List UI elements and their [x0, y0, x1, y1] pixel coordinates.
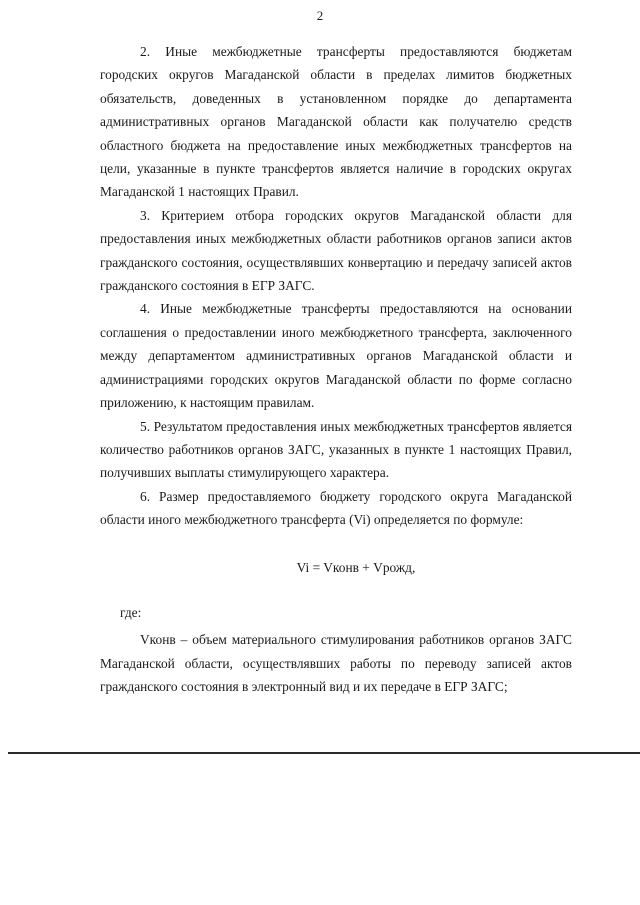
definition-vkonv: Vконв – объем материального стимулирования работников органов ЗАГС Магаданской области, осуществлявших работы по переводу записей актов гражданского состояния в электронный вид и их передаче в ЕГР ЗАГС;	[100, 632, 572, 695]
paragraph-4: 4. Иные межбюджетные трансферты предоставляются на основании соглашения о предоставлении иного межбюджетного трансферта, заключенного между департаментом административных органов Магаданской области и администрациями городских округов Магаданской области по форме согласно приложению, к настоящим правилам.	[100, 301, 572, 411]
formula: Vi = Vконв + Vрожд,	[296, 559, 416, 575]
where-label: где:	[120, 604, 142, 620]
document-body	[100, 40, 572, 699]
paragraph-6: 6. Размер предоставляемого бюджету городского округа Магаданской области иного межбюджетного трансферта (Vi) определяется по формуле:	[100, 488, 572, 528]
page-number: 2	[316, 8, 324, 23]
paragraph-2: 2. Иные межбюджетные трансферты предоставляются бюджетам городских округов Магаданской области в пределах лимитов бюджетных обязательств, доведенных в установленном порядке до департамента административных органов Магаданской области как получателю средств областного бюджета на предоставление иных межбюджетных трансфертов на цели, указанные в пункте трансфертов является наличие в городских округах Магаданской 1 настоящих Правил.	[100, 44, 572, 200]
horizontal-rule	[8, 752, 640, 754]
paragraph-3: 3. Критерием отбора городских округов Магаданской области для предоставления иных межбюджетных области работников органов записи актов гражданского состояния, осуществлявших конвертацию и передачу записей актов гражданского состояния в ЕГР ЗАГС.	[100, 207, 572, 294]
paragraph-5: 5. Результатом предоставления иных межбюджетных трансфертов является количество работников органов ЗАГС, указанных в пункте 1 настоящих Правил, получивших выплаты стимулирующего характера.	[100, 418, 572, 481]
